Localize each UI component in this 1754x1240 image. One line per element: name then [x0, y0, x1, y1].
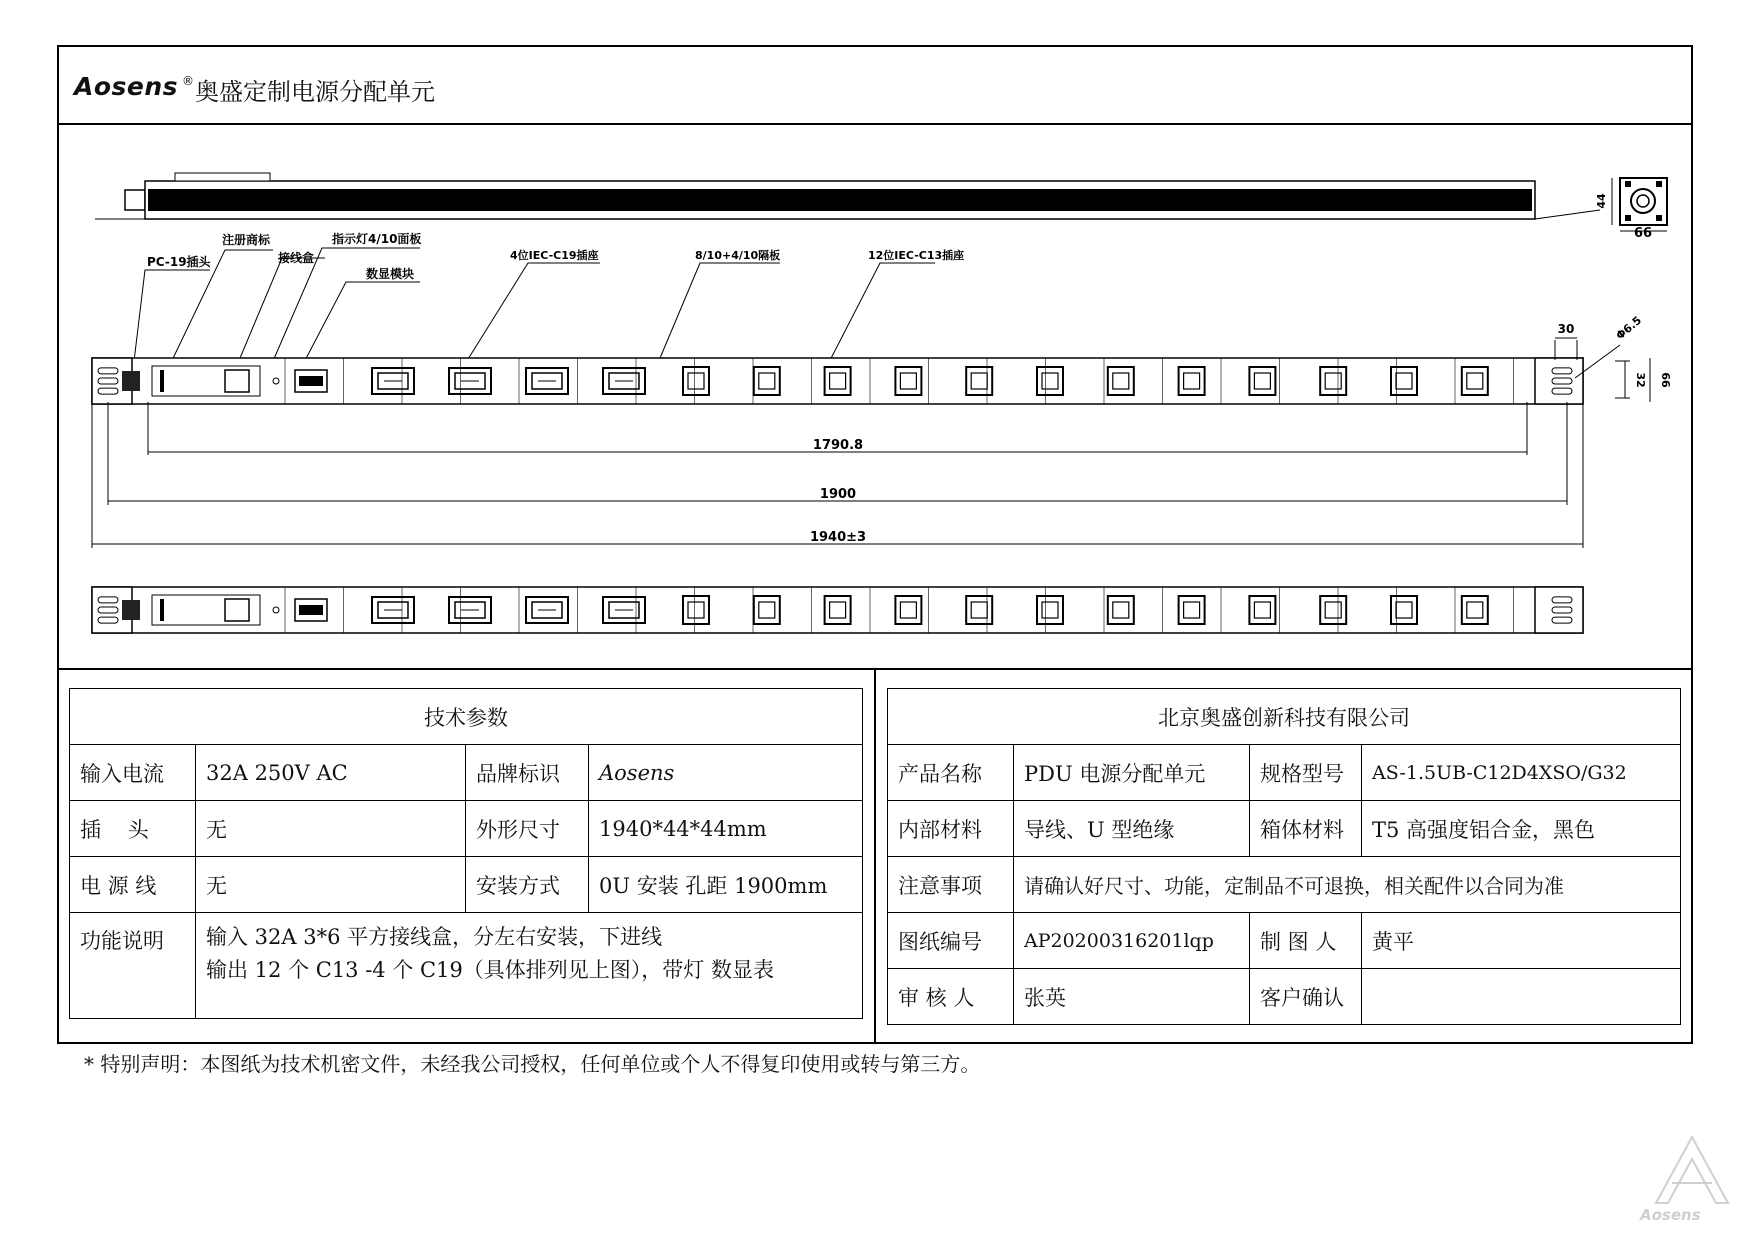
- value-model: AS-1.5UB-C12D4XSO/G32: [1362, 745, 1681, 801]
- c13-outlet: [1108, 367, 1134, 395]
- watermark-logo-icon: [1652, 1135, 1732, 1205]
- c13-outlet: [1462, 596, 1488, 624]
- label-drafter: 制 图 人: [1250, 913, 1362, 969]
- right-bracket: [1535, 358, 1583, 404]
- c13-outlet: [966, 367, 992, 395]
- dim-mount-length: 1900: [819, 487, 857, 502]
- callout-junction: 接线盒: [278, 251, 315, 265]
- label-plug: 插 头: [70, 801, 196, 857]
- value-install-method: 0U 安装 孔距 1900mm: [589, 857, 863, 913]
- brand-plate: [160, 370, 164, 392]
- c13-outlet: [1037, 596, 1063, 624]
- c13-outlet: [1037, 367, 1063, 395]
- function-line-2: 输出 12 个 C13 -4 个 C19（具体排列见上图），带灯 数显表: [206, 958, 774, 982]
- company-info-table: [887, 688, 1681, 1025]
- value-product-name: PDU 电源分配单元: [1014, 745, 1250, 801]
- label-model: 规格型号: [1250, 745, 1362, 801]
- dim-depth-66: 66: [1659, 372, 1672, 388]
- dim-inner-length: 1790.8: [812, 438, 864, 453]
- value-reviewer: 张英: [1014, 969, 1250, 1025]
- label-reviewer: 审 核 人: [888, 969, 1014, 1025]
- right-bracket: [1535, 587, 1583, 633]
- label-product-name: 产品名称: [888, 745, 1014, 801]
- callout-c13: 12位IEC-C13插座: [868, 249, 965, 262]
- c13-outlet: [1391, 596, 1417, 624]
- value-customer-confirm: [1362, 969, 1681, 1025]
- value-drawing-number: AP20200316201lqp: [1014, 913, 1250, 969]
- value-brand: Aosens: [589, 745, 863, 801]
- display-screen: [299, 605, 323, 615]
- c13-outlet: [754, 367, 780, 395]
- label-input-current: 输入电流: [70, 745, 196, 801]
- value-plug: 无: [196, 801, 466, 857]
- c13-outlet: [966, 596, 992, 624]
- value-power-cord: 无: [196, 857, 466, 913]
- plug-gland: [122, 371, 140, 391]
- pdu-end-view: [1595, 178, 1667, 241]
- label-customer-confirm: 客户确认: [1250, 969, 1362, 1025]
- label-power-cord: 电 源 线: [70, 857, 196, 913]
- tech-params-table: [69, 688, 863, 1019]
- dim-width-66: 66: [1633, 226, 1653, 241]
- c13-outlet: [1179, 596, 1205, 624]
- breaker: [225, 599, 249, 621]
- label-brand: 品牌标识: [466, 745, 589, 801]
- tech-params-title: 技术参数: [70, 689, 863, 745]
- watermark-text: Aosens: [1640, 1206, 1701, 1224]
- label-dimensions: 外形尺寸: [466, 801, 589, 857]
- pdu-front-view: [92, 358, 1583, 404]
- c13-outlet: [683, 367, 709, 395]
- dim-total-length: 1940±3: [809, 530, 867, 545]
- value-case-material: T5 高强度铝合金，黑色: [1362, 801, 1681, 857]
- registered-mark: ®: [182, 74, 194, 88]
- c13-outlet: [1179, 367, 1205, 395]
- c13-outlet: [1320, 367, 1346, 395]
- pdu-bottom-view: [92, 587, 1583, 633]
- confidentiality-notice: * 特别声明：本图纸为技术机密文件，未经我公司授权，任何单位或个人不得复印使用或转与第三方。: [84, 1052, 981, 1076]
- c13-outlet: [1320, 596, 1346, 624]
- function-line-1: 输入 32A 3*6 平方接线盒，分左右安装，下进线: [206, 925, 663, 949]
- dim-bracket-30: 30: [1557, 322, 1575, 336]
- c13-outlet: [1462, 367, 1488, 395]
- callout-divider: 8/10+4/10隔板: [695, 249, 781, 262]
- c13-outlet: [895, 367, 921, 395]
- brand-logo: Aosens: [74, 72, 179, 101]
- c13-outlet: [825, 367, 851, 395]
- dim-height-44: 44: [1595, 193, 1608, 209]
- c13-outlet: [683, 596, 709, 624]
- c13-outlet: [1391, 367, 1417, 395]
- c13-outlet: [1249, 596, 1275, 624]
- document-title: 奥盛定制电源分配单元: [195, 78, 435, 106]
- dim-depth-32: 32: [1634, 372, 1647, 388]
- value-function: [196, 913, 863, 1019]
- callout-plug: PC-19插头: [147, 255, 211, 269]
- callout-display: 数显模块: [366, 267, 415, 281]
- c13-outlet: [1108, 596, 1134, 624]
- brand-plate: [160, 599, 164, 621]
- breaker: [225, 370, 249, 392]
- pdu-top-view: [95, 173, 1600, 219]
- value-input-current: 32A 250V AC: [196, 745, 466, 801]
- display-screen: [299, 376, 323, 386]
- c13-outlet: [825, 596, 851, 624]
- c13-outlet: [1249, 367, 1275, 395]
- label-notes: 注意事项: [888, 857, 1014, 913]
- label-inner-material: 内部材料: [888, 801, 1014, 857]
- value-dimensions: 1940*44*44mm: [589, 801, 863, 857]
- company-name: 北京奥盛创新科技有限公司: [888, 689, 1681, 745]
- label-install-method: 安装方式: [466, 857, 589, 913]
- callout-logo: 注册商标: [222, 233, 271, 247]
- value-notes: 请确认好尺寸、功能，定制品不可退换，相关配件以合同为准: [1014, 857, 1681, 913]
- label-case-material: 箱体材料: [1250, 801, 1362, 857]
- callout-indicator: 指示灯4/10面板: [332, 232, 422, 246]
- c13-outlet: [754, 596, 780, 624]
- callout-c19: 4位IEC-C19插座: [510, 249, 599, 262]
- dim-hole-diameter: Φ6.5: [1613, 313, 1645, 343]
- label-drawing-number: 图纸编号: [888, 913, 1014, 969]
- c13-outlet: [895, 596, 921, 624]
- value-inner-material: 导线、U 型绝缘: [1014, 801, 1250, 857]
- label-function: 功能说明: [70, 913, 196, 1019]
- plug-gland: [122, 600, 140, 620]
- value-drafter: 黄平: [1362, 913, 1681, 969]
- column-divider: [874, 668, 876, 1044]
